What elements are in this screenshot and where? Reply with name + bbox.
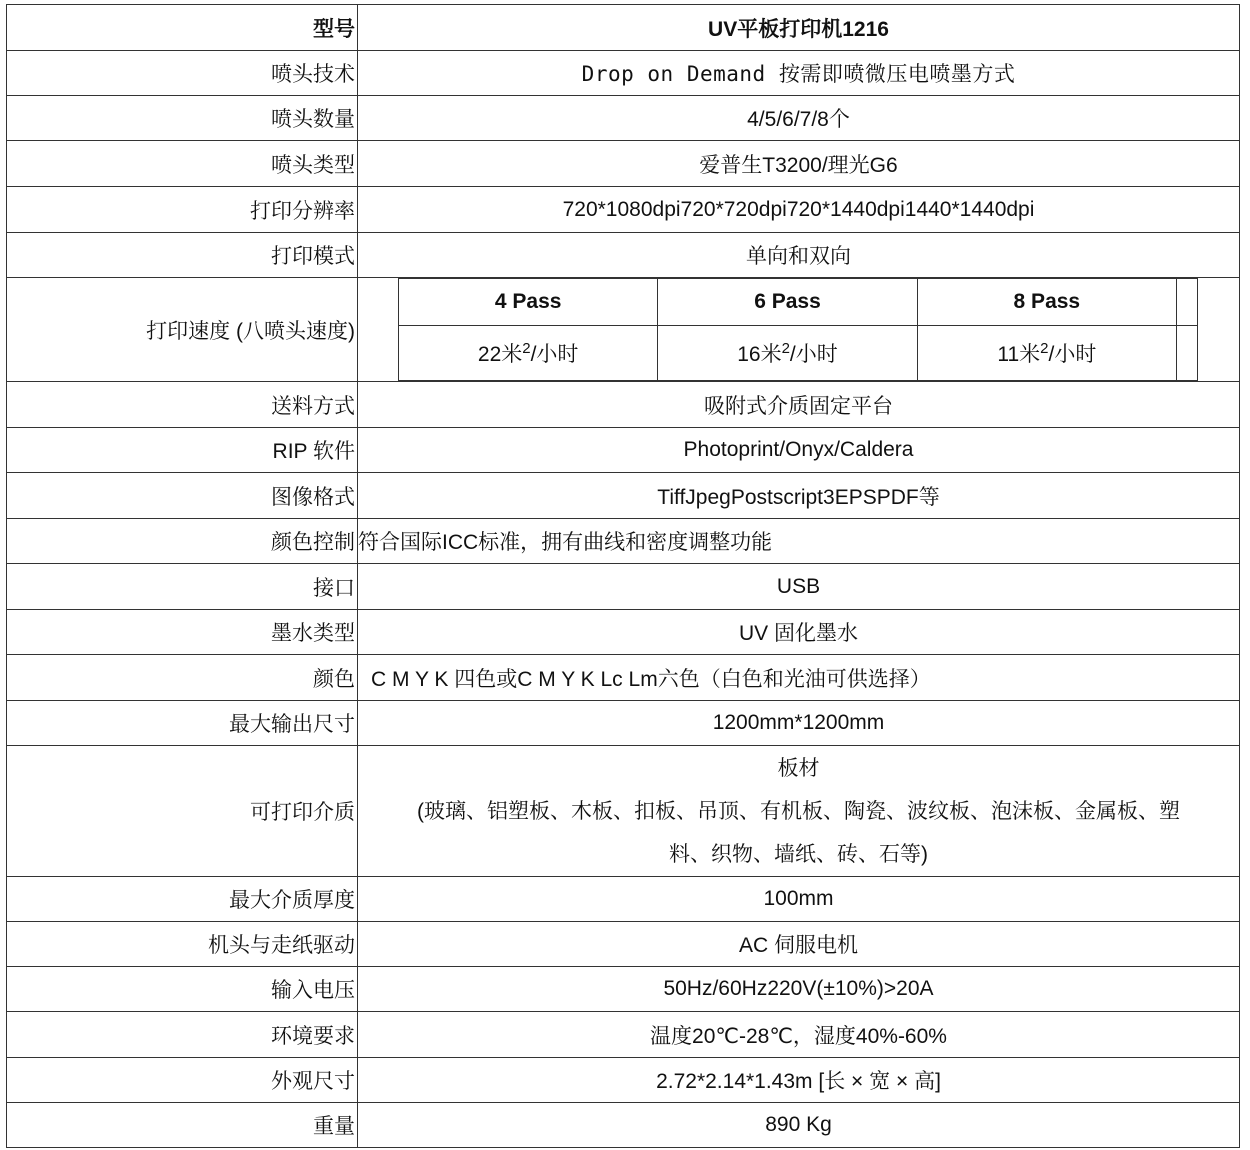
- row-value: 2.72*2.14*1.43m [长 × 宽 × 高]: [358, 1058, 1240, 1103]
- table-row: [7, 922, 1240, 967]
- row-label: 喷头类型: [7, 141, 358, 187]
- media-line: (玻璃、铝塑板、木板、扣板、吊顶、有机板、陶瓷、波纹板、泡沫板、金属板、塑: [417, 799, 1180, 823]
- table-row: [7, 519, 1240, 564]
- row-label: 图像格式: [7, 473, 358, 519]
- table-row: [7, 1058, 1240, 1103]
- table-row: [7, 655, 1240, 701]
- table-row: [7, 233, 1240, 278]
- row-value: UV 固化墨水: [358, 610, 1240, 655]
- table-row: [7, 746, 1240, 877]
- speed-value: 16米$^2$/小时: [658, 326, 917, 381]
- row-value: 爱普生T3200/理光G6: [358, 141, 1240, 187]
- row-value: 符合国际ICC标准，拥有曲线和密度调整功能: [358, 519, 1240, 564]
- table-row: [7, 1012, 1240, 1058]
- row-label: 墨水类型: [7, 610, 358, 655]
- row-label: 打印模式: [7, 233, 358, 278]
- row-value: 单向和双向: [358, 233, 1240, 278]
- media-line: 板材: [777, 756, 820, 780]
- row-value: 720*1080dpi720*720dpi720*1440dpi1440*1440dpi: [358, 187, 1240, 233]
- table-row: [7, 428, 1240, 473]
- speed-pass-header: 4 Pass: [399, 279, 658, 326]
- table-row: [7, 877, 1240, 922]
- table-row: [7, 1103, 1240, 1148]
- row-label: 重量: [7, 1103, 358, 1148]
- row-label: 颜色控制: [7, 519, 358, 564]
- media-value: [358, 746, 1240, 877]
- row-value: Drop on Demand 按需即喷微压电喷墨方式: [358, 51, 1240, 96]
- speed-spacer: [1177, 279, 1198, 326]
- speed-table: [398, 278, 1198, 381]
- row-label: 喷头数量: [7, 96, 358, 141]
- row-value: AC 伺服电机: [358, 922, 1240, 967]
- table-row: [7, 187, 1240, 233]
- row-label: 接口: [7, 564, 358, 610]
- table-row: [7, 278, 1240, 382]
- table-row: [7, 141, 1240, 187]
- row-value: 温度20℃-28℃，湿度40%-60%: [358, 1012, 1240, 1058]
- row-label: 外观尺寸: [7, 1058, 358, 1103]
- speed-cell: [358, 278, 1240, 382]
- row-label: RIP 软件: [7, 428, 358, 473]
- speed-label: 打印速度 (八喷头速度): [7, 278, 358, 382]
- row-label: 喷头技术: [7, 51, 358, 96]
- header-label: 型号: [7, 5, 358, 51]
- media-line: 料、织物、墙纸、砖、石等): [669, 842, 928, 866]
- row-label: 输入电压: [7, 967, 358, 1012]
- table-row: [7, 701, 1240, 746]
- row-label: 打印分辨率: [7, 187, 358, 233]
- row-value: Photoprint/Onyx/Caldera: [358, 428, 1240, 473]
- row-label: 颜色: [7, 655, 358, 701]
- table-row: [7, 51, 1240, 96]
- table-row: [7, 610, 1240, 655]
- speed-pass-header: 6 Pass: [658, 279, 917, 326]
- table-row: [7, 5, 1240, 51]
- row-value: 100mm: [358, 877, 1240, 922]
- row-value: USB: [358, 564, 1240, 610]
- row-value: TiffJpegPostscript3EPSPDF等: [358, 473, 1240, 519]
- table-row: [7, 382, 1240, 428]
- spec-table: [6, 4, 1240, 1148]
- row-value: 1200mm*1200mm: [358, 701, 1240, 746]
- row-label: 送料方式: [7, 382, 358, 428]
- row-label: 最大介质厚度: [7, 877, 358, 922]
- row-value: 吸附式介质固定平台: [358, 382, 1240, 428]
- speed-spacer: [1177, 326, 1198, 381]
- row-value: 4/5/6/7/8个: [358, 96, 1240, 141]
- speed-value: 11米$^2$/小时: [917, 326, 1176, 381]
- model-name: UV平板打印机1216: [358, 5, 1240, 51]
- speed-value: 22米$^2$/小时: [399, 326, 658, 381]
- speed-pass-header: 8 Pass: [917, 279, 1176, 326]
- row-value: C M Y K 四色或C M Y K Lc Lm六色（白色和光油可供选择）: [358, 655, 1240, 701]
- media-label: 可打印介质: [7, 746, 358, 877]
- table-row: [7, 473, 1240, 519]
- row-value: 890 Kg: [358, 1103, 1240, 1148]
- row-label: 环境要求: [7, 1012, 358, 1058]
- table-row: [7, 564, 1240, 610]
- row-value: 50Hz/60Hz220V(±10%)>20A: [358, 967, 1240, 1012]
- table-row: [7, 967, 1240, 1012]
- row-label: 最大输出尺寸: [7, 701, 358, 746]
- table-row: [7, 96, 1240, 141]
- row-label: 机头与走纸驱动: [7, 922, 358, 967]
